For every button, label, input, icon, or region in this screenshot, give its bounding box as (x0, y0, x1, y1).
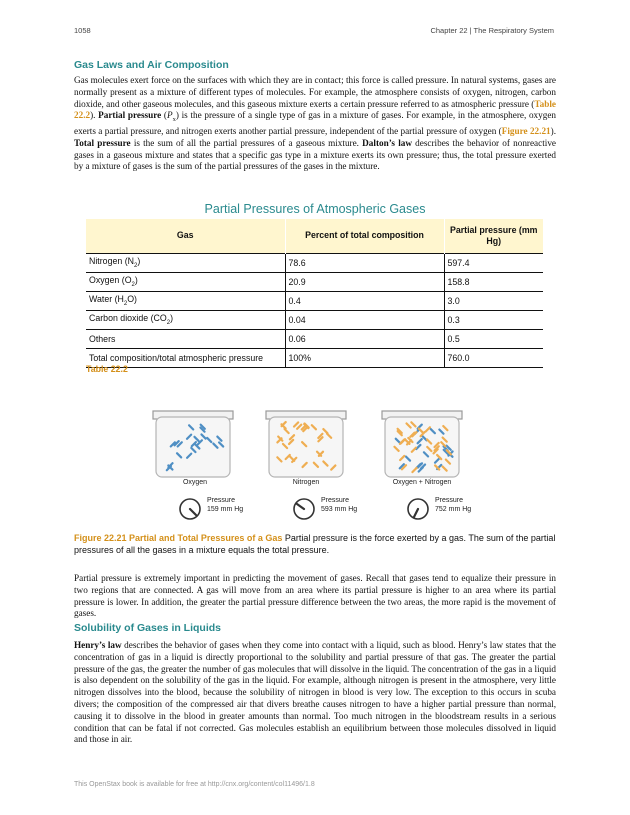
container-label-oxygen: Oxygen (182, 479, 208, 486)
term-partial-pressure: Partial pressure (98, 110, 162, 121)
section-heading-gas-laws: Gas Laws and Air Composition (74, 59, 229, 71)
table-row (86, 272, 543, 291)
cell-pressure: 597.4 (444, 253, 543, 272)
link-figure-22-21[interactable]: Figure 22.21 (501, 126, 551, 137)
container-label-oxygen-nitrogen: Oxygen + Nitrogen (392, 479, 452, 486)
figure-22-21 (150, 405, 480, 525)
paragraph-partial-pressure: Partial pressure is extremely important in predicting the movement of gases. Recall that gases tend to equalize their pressure in two regions that are connected. A gas will move from an area where its partial pressure is higher to an area where its partial pressure is lower. In addition, the greater the partial pressure difference between the two areas, the more rapid is the movement of gases. (74, 573, 556, 619)
table-header-pressure: Partial pressure (mm Hg) (444, 219, 543, 253)
term-henrys-law: Henry’s law (74, 640, 122, 650)
table-header-percent: Percent of total composition (285, 219, 444, 253)
gauge-icon (294, 499, 314, 519)
table-row (86, 329, 543, 348)
cell-pressure: 0.3 (444, 310, 543, 329)
table-header-gas: Gas (86, 219, 285, 253)
cell-gas: Others (86, 329, 285, 348)
cell-percent: 0.04 (285, 310, 444, 329)
link-table-22-2[interactable]: Table 22.2 (74, 98, 556, 121)
figure-caption-title: Figure 22.21 Partial and Total Pressures of a Gas (74, 533, 283, 543)
cell-pressure: 0.5 (444, 329, 543, 348)
page-number: 1058 (74, 26, 91, 35)
term-total-pressure: Total pressure (74, 137, 131, 148)
table-label: Table 22.2 (86, 364, 128, 374)
cell-pressure: 3.0 (444, 291, 543, 310)
cell-percent: 100% (285, 348, 444, 367)
figure-caption-text: Partial pressure is the force exerted by a gas. The sum of the partial pressures of all the gases in a mixture equals the total pressure. (74, 533, 556, 555)
page-footer: This OpenStax book is available for free at http://cnx.org/content/col11496/1.8 (74, 781, 315, 788)
section-heading-solubility: Solubility of Gases in Liquids (74, 622, 222, 634)
partial-pressures-table (86, 219, 543, 368)
table-row (86, 291, 543, 310)
cell-percent: 0.06 (285, 329, 444, 348)
table-title: Partial Pressures of Atmospheric Gases (204, 202, 426, 216)
cell-percent: 20.9 (285, 272, 444, 291)
paragraph-henrys-law: Henry’s law describes the behavior of gases when they come into contact with a liquid, such as blood. Henry’s law states that the concentration of gas in a liquid is directly proportional to the solubility and partial pressure of that gas. The greater the partial pressure of the gas, the greater the number of gas molecules that will dissolve in the liquid. The concentration of the gas in a liquid is also dependent on the solubility of the gas in the liquid. For example, although nitrogen is present in the atmosphere, very little nitrogen dissolves into the blood, because the solubility of nitrogen in blood is very low. The exception to this occurs in scuba divers; the composition of the compressed air that divers breathe causes nitrogen to have a higher partial pressure than normal, causing it to dissolve in the blood in greater amounts than normal. Too much nitrogen in the bloodstream results in a serious condition that can be fatal if not corrected. Gas molecules establish an equilibrium between those molecules dissolved in liquid and those in air. (74, 640, 556, 745)
cell-pressure: 158.8 (444, 272, 543, 291)
cell-gas: Total composition/total atmospheric pressure (86, 348, 285, 367)
pressure-label-oxygen-nitrogen: Pressure 752 mm Hg (435, 497, 472, 513)
cell-gas: Nitrogen $(N_2)$ (86, 253, 285, 272)
cell-percent: 78.6 (285, 253, 444, 272)
cell-percent: 0.4 (285, 291, 444, 310)
cell-pressure: 760.0 (444, 348, 543, 367)
term-daltons-law: Dalton’s law (362, 137, 412, 148)
gauge-icon (408, 499, 428, 519)
cell-gas: Carbon dioxide $(CO_2)$ (86, 310, 285, 329)
gas-containers-illustration (150, 405, 480, 525)
cell-gas: Water $(H_2O)$ (86, 291, 285, 310)
cell-gas: Oxygen $(O_2)$ (86, 272, 285, 291)
running-head: Chapter 22 | The Respiratory System (430, 26, 554, 35)
pressure-label-oxygen: Pressure 159 mm Hg (207, 497, 244, 513)
table-header-row (86, 219, 543, 253)
gauge-icon (180, 499, 200, 519)
table-row-total (86, 348, 543, 367)
paragraph-gas-laws: Gas molecules exert force on the surfaces with which they are in contact; this force is called pressure. In natural systems, gases are normally present as a mixture of different types of molecules. For example, the atmosphere consists of oxygen, nitrogen, carbon dioxide, and other gaseous molecules, and this gaseous mixture exerts a certain pressure referred to as atmospheric pressure (Table 22.2). Partial pressure $(P_x)$ is the pressure of a single type of gas in a mixture of gases. For example, in the atmosphere, oxygen exerts a partial pressure, and nitrogen exerts another partial pressure, independent of the partial pressure of oxygen (Figure 22.21). Total pressure is the sum of all the partial pressures of a gaseous mixture. Dalton’s law describes the behavior of nonreactive gases in a gaseous mixture and states that a specific gas type in a mixture exerts its own pressure; thus, the total pressure exerted by a mixture of gases is the sum of the partial pressures of the gases in the mixture. (74, 75, 557, 172)
container-label-nitrogen: Nitrogen (292, 479, 320, 486)
table-row (86, 253, 543, 272)
table-row (86, 310, 543, 329)
figure-caption (74, 532, 556, 556)
pressure-label-nitrogen: Pressure 593 mm Hg (321, 497, 358, 513)
